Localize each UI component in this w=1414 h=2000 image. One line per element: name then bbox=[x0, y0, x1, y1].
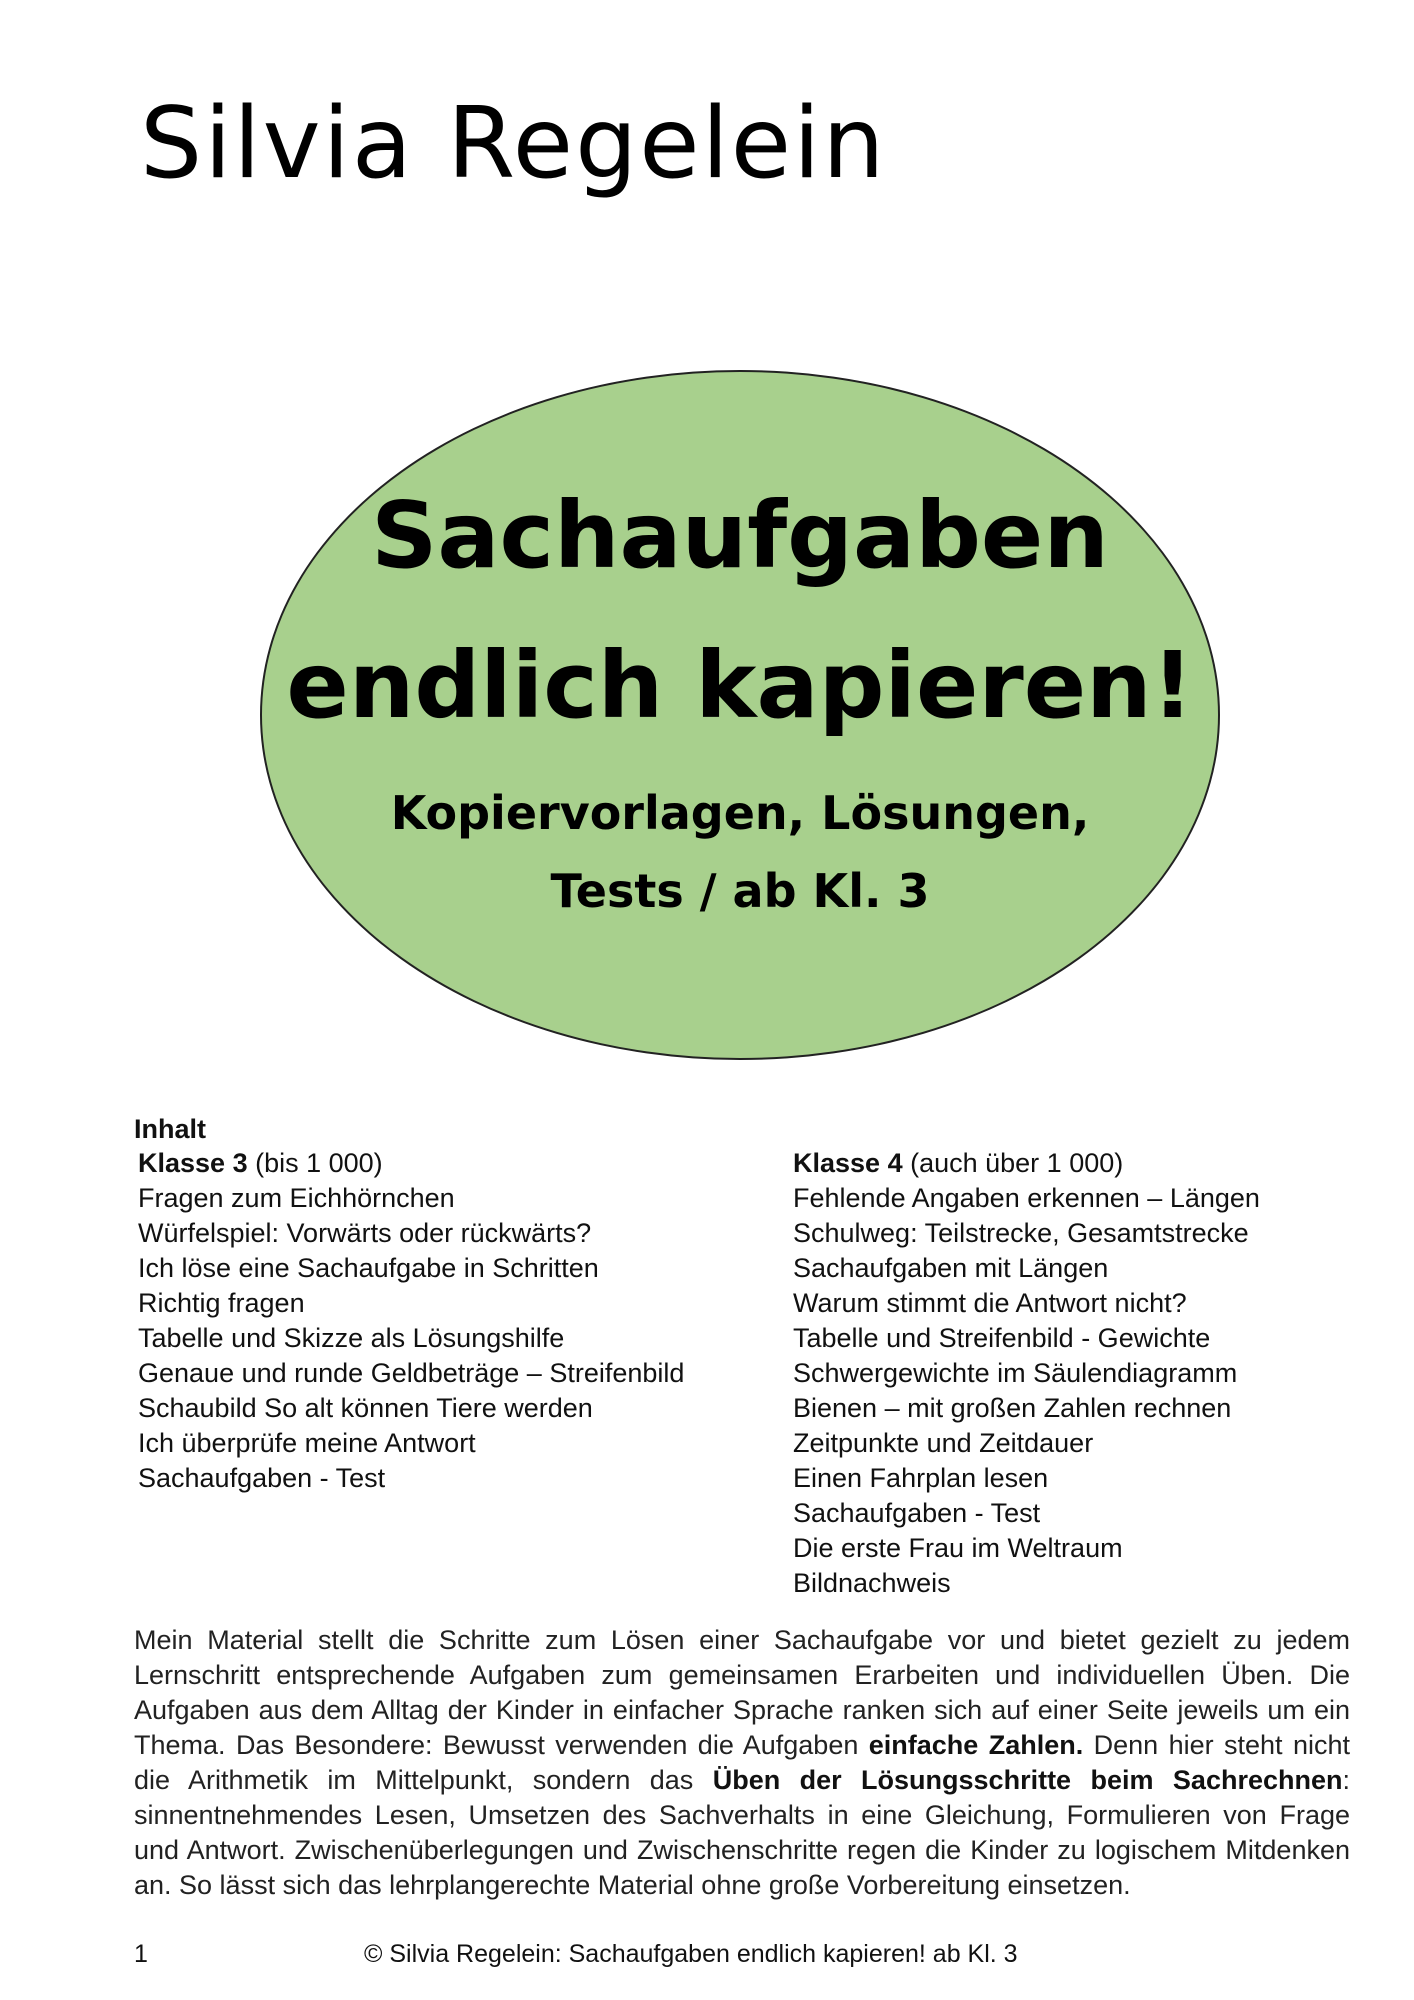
description-bold-1: einfache Zahlen. bbox=[868, 1730, 1084, 1760]
list-item: Die erste Frau im Weltraum bbox=[793, 1533, 1123, 1563]
list-item: Einen Fahrplan lesen bbox=[793, 1463, 1049, 1493]
list-item: Warum stimmt die Antwort nicht? bbox=[793, 1288, 1187, 1318]
footer-copyright: © Silvia Regelein: Sachaufgaben endlich kapieren! ab Kl. 3 bbox=[364, 1940, 1018, 1968]
class4-heading bbox=[793, 1146, 1260, 1181]
description-part-3: : sinnentnehmendes Lesen, Umsetzen des Sachverhalts in eine Gleichung, Formulieren von Frage und Antwort. Zwischenüberlegungen und Zwischenschritte regen die Kinder zu logischem Mitdenken an. So lässt sich das lehrplangerechte Material ohne große Vorbereitung einsetzen. bbox=[134, 1765, 1350, 1900]
list-item: Sachaufgaben - Test bbox=[793, 1498, 1041, 1528]
list-item: Bienen – mit großen Zahlen rechnen bbox=[793, 1393, 1232, 1423]
contents-class3-list bbox=[138, 1146, 684, 1496]
contents-heading: Inhalt bbox=[134, 1114, 206, 1144]
description-paragraph bbox=[134, 1623, 1350, 1903]
list-item: Ich überprüfe meine Antwort bbox=[138, 1428, 476, 1458]
list-item: Fragen zum Eichhörnchen bbox=[138, 1183, 455, 1213]
list-item: Zeitpunkte und Zeitdauer bbox=[793, 1428, 1094, 1458]
list-item: Genaue und runde Geldbeträge – Streifenbild bbox=[138, 1358, 685, 1388]
list-item: Tabelle und Skizze als Lösungshilfe bbox=[138, 1323, 565, 1353]
description-bold-2: Üben der Lösungsschritte beim Sachrechnen bbox=[712, 1765, 1343, 1795]
subtitle-line-2: Tests / ab Kl. 3 bbox=[550, 864, 930, 918]
list-item: Schaubild So alt können Tiere werden bbox=[138, 1393, 593, 1423]
subtitle-line-1: Kopiervorlagen, Lösungen, bbox=[390, 786, 1090, 840]
title-line-2: endlich kapieren! bbox=[286, 632, 1194, 739]
list-item: Sachaufgaben mit Längen bbox=[793, 1253, 1109, 1283]
class4-range: (auch über 1 000) bbox=[902, 1148, 1124, 1178]
description-part-1: Mein Material stellt die Schritte zum Lösen einer Sachaufgabe vor und bietet gezielt zu jedem Lernschritt entsprechende Aufgaben zum gemeinsamen Erarbeiten und individuellen Üben. Die Aufgaben aus dem Alltag der Kinder in einfacher Sprache ranken sich auf einer Seite jeweils um ein Thema. Das Besondere: Bewusst verwenden die Aufgaben bbox=[134, 1625, 1350, 1760]
contents-class4-list bbox=[793, 1146, 1260, 1601]
author-name: Silvia Regelein bbox=[140, 87, 887, 201]
list-item: Schulweg: Teilstrecke, Gesamtstrecke bbox=[793, 1218, 1249, 1248]
list-item: Ich löse eine Sachaufgabe in Schritten bbox=[138, 1253, 599, 1283]
title-line-1: Sachaufgaben bbox=[371, 482, 1109, 589]
description-part-2: Denn hier steht nicht die Arithmetik im Mittelpunkt, sondern das bbox=[134, 1730, 1350, 1795]
list-item: Richtig fragen bbox=[138, 1288, 305, 1318]
list-item: Würfelspiel: Vorwärts oder rückwärts? bbox=[138, 1218, 592, 1248]
class3-label: Klasse 3 bbox=[138, 1148, 248, 1178]
class3-range: (bis 1 000) bbox=[247, 1148, 383, 1178]
class4-label: Klasse 4 bbox=[793, 1148, 903, 1178]
class3-heading bbox=[138, 1146, 684, 1181]
list-item: Bildnachweis bbox=[793, 1568, 951, 1598]
list-item: Fehlende Angaben erkennen – Längen bbox=[793, 1183, 1260, 1213]
list-item: Schwergewichte im Säulendiagramm bbox=[793, 1358, 1238, 1388]
list-item: Tabelle und Streifenbild - Gewichte bbox=[793, 1323, 1211, 1353]
list-item: Sachaufgaben - Test bbox=[138, 1463, 386, 1493]
page-number: 1 bbox=[134, 1940, 148, 1968]
